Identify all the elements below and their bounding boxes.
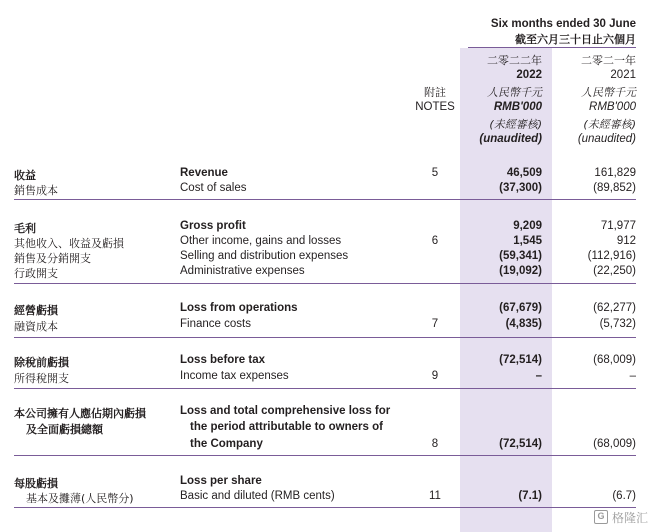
row-label-en-cont: the Company bbox=[190, 438, 263, 450]
notes-header-zh: 附註 bbox=[424, 86, 446, 99]
section-rule bbox=[14, 388, 636, 389]
row-value-2022: 9,209 bbox=[513, 220, 542, 232]
row-value-2021: (22,250) bbox=[593, 265, 636, 277]
section-rule bbox=[14, 455, 636, 456]
row-value-2021: 71,977 bbox=[600, 220, 636, 232]
row-label-en: Basic and diluted (RMB cents) bbox=[180, 490, 335, 502]
col-2021-audit-zh: (未經審核) bbox=[583, 118, 636, 131]
row-note: 5 bbox=[431, 167, 439, 179]
row-label-zh: 銷售及分銷開支 bbox=[14, 252, 91, 265]
row-value-2022: (59,341) bbox=[499, 250, 542, 262]
row-value-2022: 1,545 bbox=[513, 235, 542, 247]
row-label-zh: 所得稅開支 bbox=[14, 372, 69, 385]
row-label-en: Finance costs bbox=[180, 318, 251, 330]
row-note: 9 bbox=[431, 370, 439, 382]
row-label-zh: 銷售成本 bbox=[14, 184, 58, 197]
row-value-2022: (4,835) bbox=[505, 318, 542, 330]
col-2022-year-zh: 二零二二年 bbox=[487, 54, 542, 67]
row-label-zh: 毛利 bbox=[14, 222, 36, 235]
row-label-en: Income tax expenses bbox=[180, 370, 289, 382]
row-note: 8 bbox=[431, 438, 439, 450]
row-label-zh: 收益 bbox=[14, 169, 36, 182]
row-label-en: Loss per share bbox=[180, 475, 262, 487]
row-value-2022: – bbox=[535, 370, 542, 382]
row-label-zh: 行政開支 bbox=[14, 267, 58, 280]
section-rule bbox=[14, 199, 636, 200]
row-label-en-cont: the period attributable to owners of bbox=[190, 421, 383, 433]
watermark-text: 格隆汇 bbox=[612, 511, 649, 525]
row-value-2021: 912 bbox=[616, 235, 636, 247]
row-label-zh: 經營虧損 bbox=[14, 304, 58, 317]
row-value-2021: (62,277) bbox=[593, 302, 636, 314]
row-value-2022: (37,300) bbox=[499, 182, 542, 194]
row-value-2021: (5,732) bbox=[599, 318, 636, 330]
row-value-2022: (67,679) bbox=[499, 302, 542, 314]
period-header-zh: 截至六月三十日止六個月 bbox=[515, 33, 636, 46]
row-label-en: Other income, gains and losses bbox=[180, 235, 342, 247]
watermark-logo-icon: G bbox=[594, 510, 608, 524]
col-2022-audit-zh: (未經審核) bbox=[489, 118, 542, 131]
row-note: 7 bbox=[431, 318, 439, 330]
row-label-en: Administrative expenses bbox=[180, 265, 305, 277]
section-rule bbox=[14, 507, 636, 508]
row-value-2022: (7.1) bbox=[518, 490, 542, 502]
row-note: 11 bbox=[429, 490, 441, 502]
row-value-2021: (68,009) bbox=[593, 354, 636, 366]
row-label-zh: 每股虧損 bbox=[14, 477, 58, 490]
section-rule bbox=[14, 337, 636, 338]
row-value-2021: (6.7) bbox=[612, 490, 636, 502]
col-2021-audit-en: (unaudited) bbox=[577, 133, 636, 145]
col-2022-audit-en: (unaudited) bbox=[479, 133, 542, 145]
row-label-en: Cost of sales bbox=[180, 182, 247, 194]
row-label-zh-cont: 及全面虧損總額 bbox=[26, 423, 103, 436]
notes-header-en: NOTES bbox=[415, 101, 455, 113]
row-label-zh: 其他收入、收益及虧損 bbox=[14, 237, 124, 250]
row-label-en: Loss before tax bbox=[180, 354, 265, 366]
row-label-zh: 本公司擁有人應佔期內虧損 bbox=[14, 407, 146, 420]
header-rule bbox=[468, 47, 636, 48]
row-label-zh: 基本及攤薄(人民幣分) bbox=[26, 492, 134, 505]
row-value-2021: – bbox=[629, 370, 636, 382]
row-value-2021: (112,916) bbox=[587, 250, 636, 262]
row-label-en: Loss from operations bbox=[180, 302, 298, 314]
row-value-2022: (72,514) bbox=[499, 438, 542, 450]
period-header-en: Six months ended 30 June bbox=[490, 18, 636, 30]
row-value-2022: (72,514) bbox=[499, 354, 542, 366]
row-label-en: Revenue bbox=[180, 167, 228, 179]
row-value-2021: 161,829 bbox=[594, 167, 636, 179]
col-2022-unit-zh: 人民幣千元 bbox=[487, 86, 542, 99]
row-value-2021: (68,009) bbox=[593, 438, 636, 450]
col-2021-unit-zh: 人民幣千元 bbox=[581, 86, 636, 99]
col-2021-year-zh: 二零二一年 bbox=[581, 54, 636, 67]
row-value-2021: (89,852) bbox=[593, 182, 636, 194]
row-label-zh: 融資成本 bbox=[14, 320, 58, 333]
col-2021-unit-en: RMB'000 bbox=[589, 101, 636, 113]
row-value-2022: 46,509 bbox=[506, 167, 542, 179]
row-label-en: Selling and distribution expenses bbox=[180, 250, 349, 262]
row-note: 6 bbox=[431, 235, 439, 247]
col-2022-unit-en: RMB'000 bbox=[493, 101, 542, 113]
col-2021-year: 2021 bbox=[610, 69, 636, 81]
section-rule bbox=[14, 283, 636, 284]
row-value-2022: (19,092) bbox=[499, 265, 542, 277]
row-label-en: Gross profit bbox=[180, 220, 246, 232]
row-label-zh: 除稅前虧損 bbox=[14, 356, 69, 369]
col-2022-year: 2022 bbox=[516, 69, 542, 81]
row-label-en: Loss and total comprehensive loss for bbox=[180, 405, 391, 417]
